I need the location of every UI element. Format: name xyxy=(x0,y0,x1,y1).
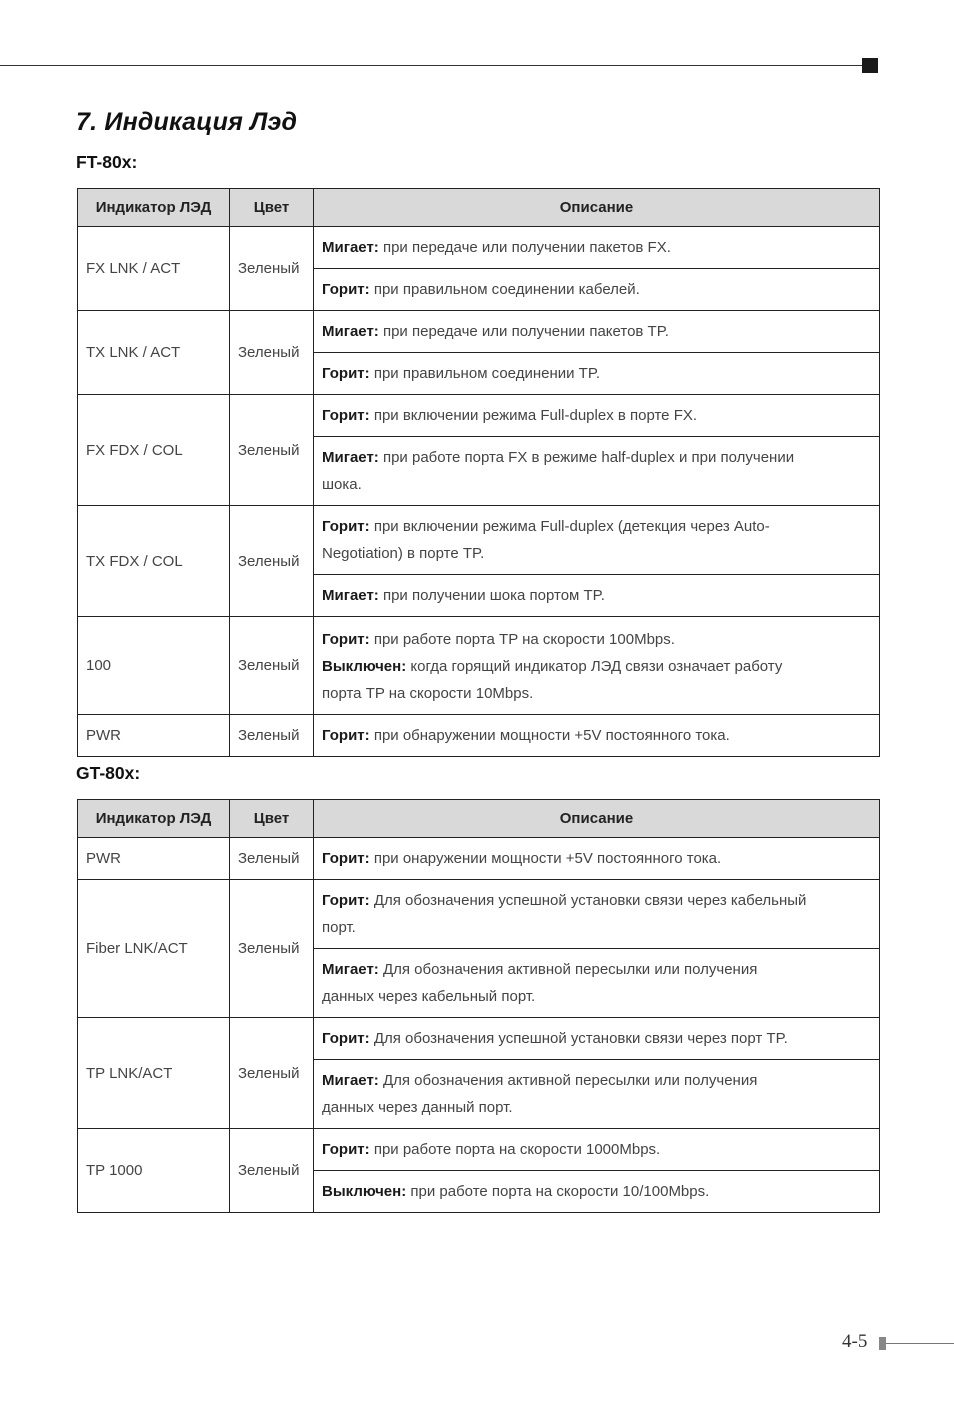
indicator-cell: TX LNK / ACT xyxy=(78,311,230,395)
description-text: при онаружении мощности +5V постоянного тока. xyxy=(373,850,722,867)
indicator-cell: TP 1000 xyxy=(78,1129,230,1213)
page-title: 7. Индикация Лэд xyxy=(76,108,298,136)
header-rule xyxy=(0,65,864,66)
ft-led-table xyxy=(77,188,880,757)
state-label: Мигает: xyxy=(322,323,379,340)
description-cell xyxy=(314,227,880,269)
color-cell: Зеленый xyxy=(230,838,314,880)
table-row xyxy=(78,715,880,757)
page-number: 4-5 xyxy=(842,1331,868,1352)
color-cell: Зеленый xyxy=(230,715,314,757)
description-text: при получении шока портом TP. xyxy=(382,587,605,604)
state-label: Выключен: xyxy=(322,658,407,675)
description-text: Negotiation) в порте TP. xyxy=(322,545,485,562)
description-text: при работе порта на скорости 1000Mbps. xyxy=(373,1141,661,1158)
state-label: Горит: xyxy=(322,631,370,648)
description-cell xyxy=(314,1171,880,1213)
description-text: при обнаружении мощности +5V постоянного тока. xyxy=(373,727,730,744)
description-text: при включении режима Full-duplex (детекция через Auto- xyxy=(373,518,770,535)
state-label: Горит: xyxy=(322,850,370,867)
description-cell xyxy=(314,437,880,506)
table-header-row xyxy=(78,189,880,227)
indicator-cell: TP LNK/ACT xyxy=(78,1018,230,1129)
state-label: Выключен: xyxy=(322,1183,407,1200)
table-row xyxy=(78,880,880,949)
description-cell xyxy=(314,353,880,395)
state-label: Горит: xyxy=(322,727,370,744)
footer-rule xyxy=(886,1343,954,1344)
state-label: Горит: xyxy=(322,407,370,424)
color-cell: Зеленый xyxy=(230,227,314,311)
table-header-row xyxy=(78,800,880,838)
header-description: Описание xyxy=(314,800,880,838)
description-text: когда горящий индикатор ЛЭД связи означает работу xyxy=(410,658,783,675)
description-cell xyxy=(314,617,880,715)
color-cell: Зеленый xyxy=(230,1018,314,1129)
table-row xyxy=(78,395,880,437)
description-text: при передаче или получении пакетов TP. xyxy=(382,323,669,340)
description-cell xyxy=(314,880,880,949)
table-row xyxy=(78,227,880,269)
color-cell: Зеленый xyxy=(230,395,314,506)
ft-section-heading: FT-80x: xyxy=(76,152,138,172)
description-text: шока. xyxy=(322,476,362,493)
header-color: Цвет xyxy=(230,189,314,227)
table-row xyxy=(78,1018,880,1060)
state-label: Горит: xyxy=(322,1030,370,1047)
description-cell xyxy=(314,395,880,437)
description-text: Для обозначения успешной установки связи через кабельный xyxy=(373,892,807,909)
description-text: при включении режима Full-duplex в порте FX. xyxy=(373,407,698,424)
description-cell xyxy=(314,715,880,757)
header-indicator: Индикатор ЛЭД xyxy=(78,800,230,838)
table-row xyxy=(78,311,880,353)
description-text: данных через кабельный порт. xyxy=(322,988,536,1005)
indicator-cell: PWR xyxy=(78,838,230,880)
indicator-cell: Fiber LNK/ACT xyxy=(78,880,230,1018)
description-cell xyxy=(314,1018,880,1060)
description-cell xyxy=(314,311,880,353)
description-cell xyxy=(314,269,880,311)
state-label: Мигает: xyxy=(322,239,379,256)
indicator-cell: FX FDX / COL xyxy=(78,395,230,506)
description-text: при работе порта на скорости 10/100Mbps. xyxy=(410,1183,710,1200)
table-row xyxy=(78,617,880,715)
footer-square-mark xyxy=(879,1337,886,1350)
gt-section-heading: GT-80x: xyxy=(76,763,141,783)
description-text: при работе порта TP на скорости 100Mbps. xyxy=(373,631,675,648)
description-text: Для обозначения активной пересылки или получения xyxy=(382,1072,758,1089)
header-indicator: Индикатор ЛЭД xyxy=(78,189,230,227)
state-label: Мигает: xyxy=(322,1072,379,1089)
indicator-cell: TX FDX / COL xyxy=(78,506,230,617)
indicator-cell: 100 xyxy=(78,617,230,715)
description-cell xyxy=(314,949,880,1018)
color-cell: Зеленый xyxy=(230,617,314,715)
description-text: Для обозначения активной пересылки или получения xyxy=(382,961,758,978)
table-row xyxy=(78,506,880,575)
description-text: порт. xyxy=(322,919,356,936)
color-cell: Зеленый xyxy=(230,880,314,1018)
indicator-cell: PWR xyxy=(78,715,230,757)
description-cell xyxy=(314,506,880,575)
description-cell xyxy=(314,1129,880,1171)
table-row xyxy=(78,838,880,880)
description-text: при передаче или получении пакетов FX. xyxy=(382,239,671,256)
description-cell xyxy=(314,838,880,880)
description-text: Для обозначения успешной установки связи через порт TP. xyxy=(373,1030,788,1047)
description-cell xyxy=(314,575,880,617)
description-cell xyxy=(314,1060,880,1129)
header-description: Описание xyxy=(314,189,880,227)
header-color: Цвет xyxy=(230,800,314,838)
state-label: Мигает: xyxy=(322,961,379,978)
description-text: при правильном соединении кабелей. xyxy=(373,281,640,298)
state-label: Мигает: xyxy=(322,587,379,604)
color-cell: Зеленый xyxy=(230,506,314,617)
description-text: данных через данный порт. xyxy=(322,1099,513,1116)
state-label: Горит: xyxy=(322,518,370,535)
table-row xyxy=(78,1129,880,1171)
color-cell: Зеленый xyxy=(230,311,314,395)
header-square-mark xyxy=(862,58,878,73)
description-text: при работе порта FX в режиме half-duplex и при получении xyxy=(382,449,795,466)
indicator-cell: FX LNK / ACT xyxy=(78,227,230,311)
state-label: Горит: xyxy=(322,892,370,909)
description-text: при правильном соединении TP. xyxy=(373,365,601,382)
gt-led-table xyxy=(77,799,880,1213)
state-label: Горит: xyxy=(322,365,370,382)
state-label: Мигает: xyxy=(322,449,379,466)
state-label: Горит: xyxy=(322,281,370,298)
color-cell: Зеленый xyxy=(230,1129,314,1213)
description-text: порта TP на скорости 10Mbps. xyxy=(322,685,534,702)
state-label: Горит: xyxy=(322,1141,370,1158)
